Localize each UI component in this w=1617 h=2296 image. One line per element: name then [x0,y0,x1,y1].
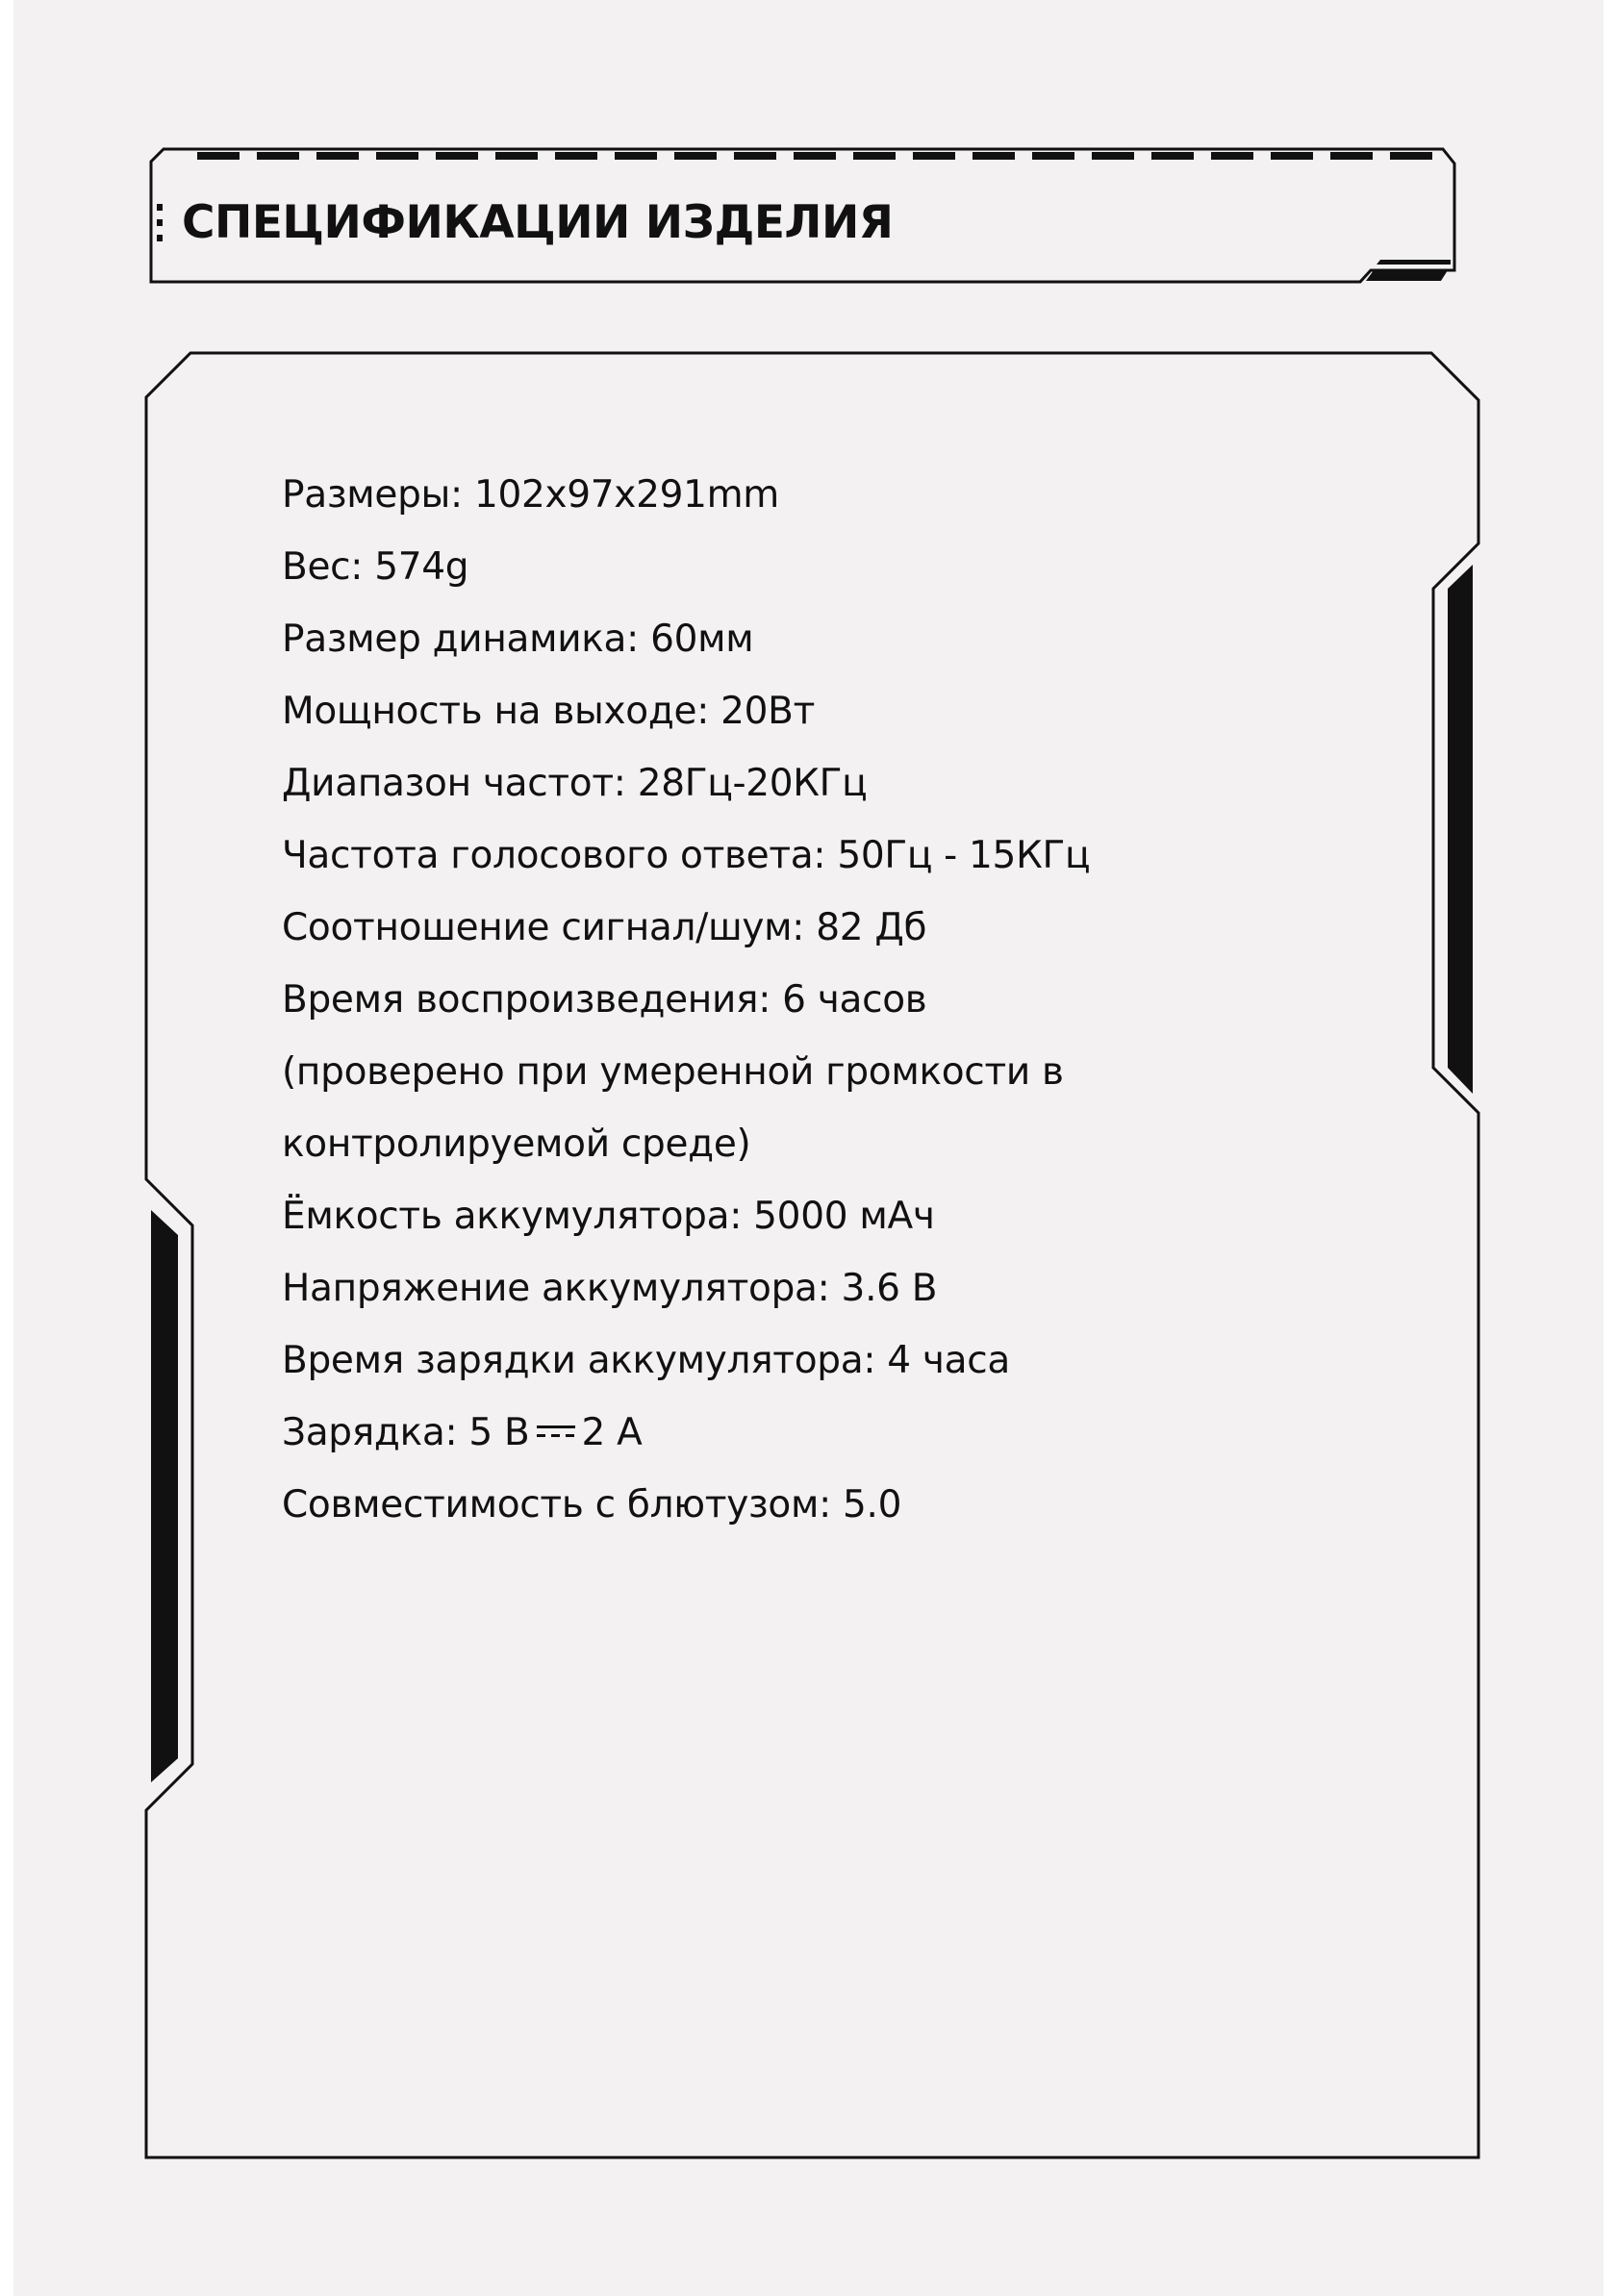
spec-item-battery-voltage: Напряжение аккумулятора: 3.6 В [282,1267,938,1310]
title-dots-icon [157,204,163,241]
spec-item-playback-time: Время воспроизведения: 6 часов [282,978,927,1022]
spec-item-snr: Соотношение сигнал/шум: 82 Дб [282,906,927,949]
spec-item-voice-response: Частота голосового ответа: 50Гц - 15КГц [282,834,1091,877]
spec-item-playback-note-2: контролируемой среде) [282,1123,751,1166]
left-accent-bar [151,1210,178,1782]
spec-list [282,459,1090,1541]
right-accent-bar [1448,565,1473,1094]
spec-item-dimensions: Размеры: 102x97x291mm [282,473,780,517]
spec-item-charging-time: Время зарядки аккумулятора: 4 часа [282,1339,1010,1382]
charging-voltage: Зарядка: 5 В [282,1411,530,1454]
spec-item-weight: Вес: 574g [282,545,469,589]
charging-current: 2 А [581,1411,643,1454]
spec-item-frequency-range: Диапазон частот: 28Гц-20КГц [282,762,868,805]
header-corner-stripe-2 [1377,260,1451,265]
page-title: СПЕЦИФИКАЦИИ ИЗДЕЛИЯ [182,195,894,249]
spec-item-bluetooth: Совместимость с блютузом: 5.0 [282,1483,902,1526]
spec-item-output-power: Мощность на выходе: 20Вт [282,690,816,733]
section-title [157,189,894,256]
spec-item-charging [282,1397,1090,1469]
spec-item-battery-capacity: Ёмкость аккумулятора: 5000 мАч [282,1195,935,1238]
dc-current-icon [537,1422,575,1443]
header-corner-stripe [1366,270,1448,281]
spec-item-playback-note-1: (проверено при умеренной громкости в [282,1050,1064,1094]
spec-item-driver-size: Размер динамика: 60мм [282,618,754,661]
